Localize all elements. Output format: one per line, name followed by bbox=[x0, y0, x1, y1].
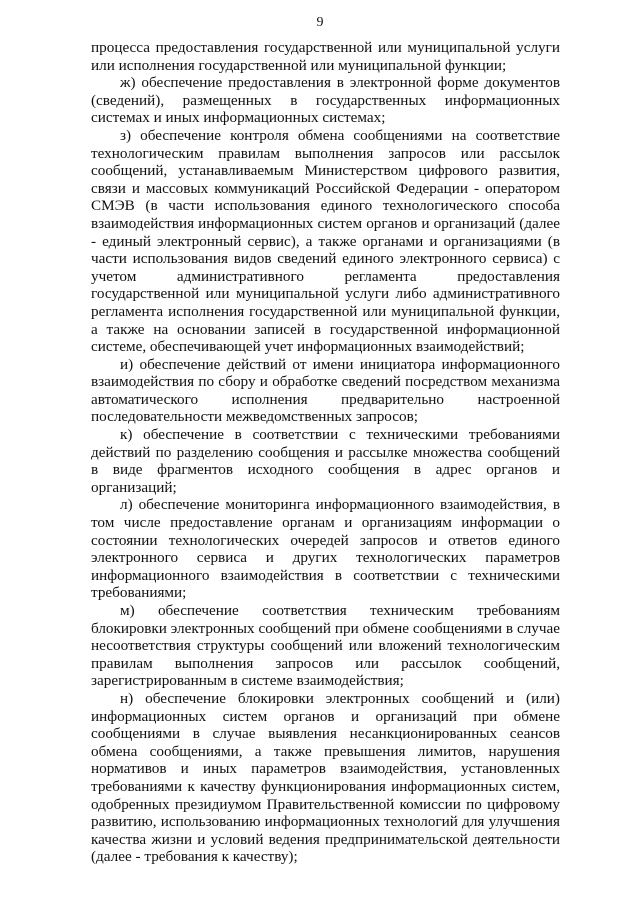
paragraph-item-m: м) обеспечение соответствия техническим требованиям блокировки электронных сообщений при обмене сообщениями в случае несоответствия структуры сообщений или вложений технологическим правилам выполнения запросов или рассылок сообщений, зарегистрированным в системе взаимодействия; bbox=[91, 602, 560, 690]
paragraph-item-zh: ж) обеспечение предоставления в электронной форме документов (сведений), размещенных в государственных информационных системах и иных информационных системах; bbox=[91, 74, 560, 127]
page-number: 9 bbox=[316, 15, 324, 30]
paragraph-item-i: и) обеспечение действий от имени инициатора информационного взаимодействия по сбору и обработке сведений посредством механизма автоматического исполнения предварительно настроенной последовательности межведомственных запросов; bbox=[91, 355, 560, 426]
paragraph-item-k: к) обеспечение в соответствии с техническими требованиями действий по разделению сообщения и рассылке множества сообщений в виде фрагментов исходного сообщения в адрес органов и организаций; bbox=[91, 426, 560, 496]
paragraph-item-z: з) обеспечение контроля обмена сообщениями на соответствие технологическим правилам выполнения запросов или рассылок сообщений, устанавливаемым Министерством цифрового развития, связи и массовых коммуникаций Российской Федерации - оператором СМЭВ (в части использования единого технологического способа взаимодействия информационных систем органов и организаций (далее - единый электронный сервис), а также органами и организациями (в части использования видов сведений единого электронного сервиса) с учетом административного регламента предоставления государственной или муниципальной услуги либо административного регламента исполнения государственной или муниципальной функции, а также на основании записей в государственной информационной системе, обеспечивающей учет информационных взаимодействий; bbox=[91, 126, 560, 356]
document-body bbox=[91, 39, 560, 866]
paragraph-item-l: л) обеспечение мониторинга информационного взаимодействия, в том числе предоставление органам и организациям информации о состоянии технологических очередей запросов и ответов единого электронного сервиса и других технологических параметров информационного взаимодействия в соответствии с техническими требованиями; bbox=[91, 496, 560, 602]
paragraph-item-n: н) обеспечение блокировки электронных сообщений и (или) информационных систем органов и организаций при обмене сообщениями в случае выявления несанкционированных сеансов обмена сообщениями, а также превышения лимитов, нарушения нормативов и иных параметров взаимодействия, установленных требованиями к качеству функционирования информационных систем, одобренных президиумом Правительственной комиссии по цифровому развитию, использованию информационных технологий для улучшения качества жизни и условий ведения предпринимательской деятельности (далее - требования к качеству); bbox=[91, 689, 560, 866]
paragraph-continuation: процесса предоставления государственной или муниципальной услуги или исполнения государственной или муниципальной функции; bbox=[91, 39, 560, 74]
